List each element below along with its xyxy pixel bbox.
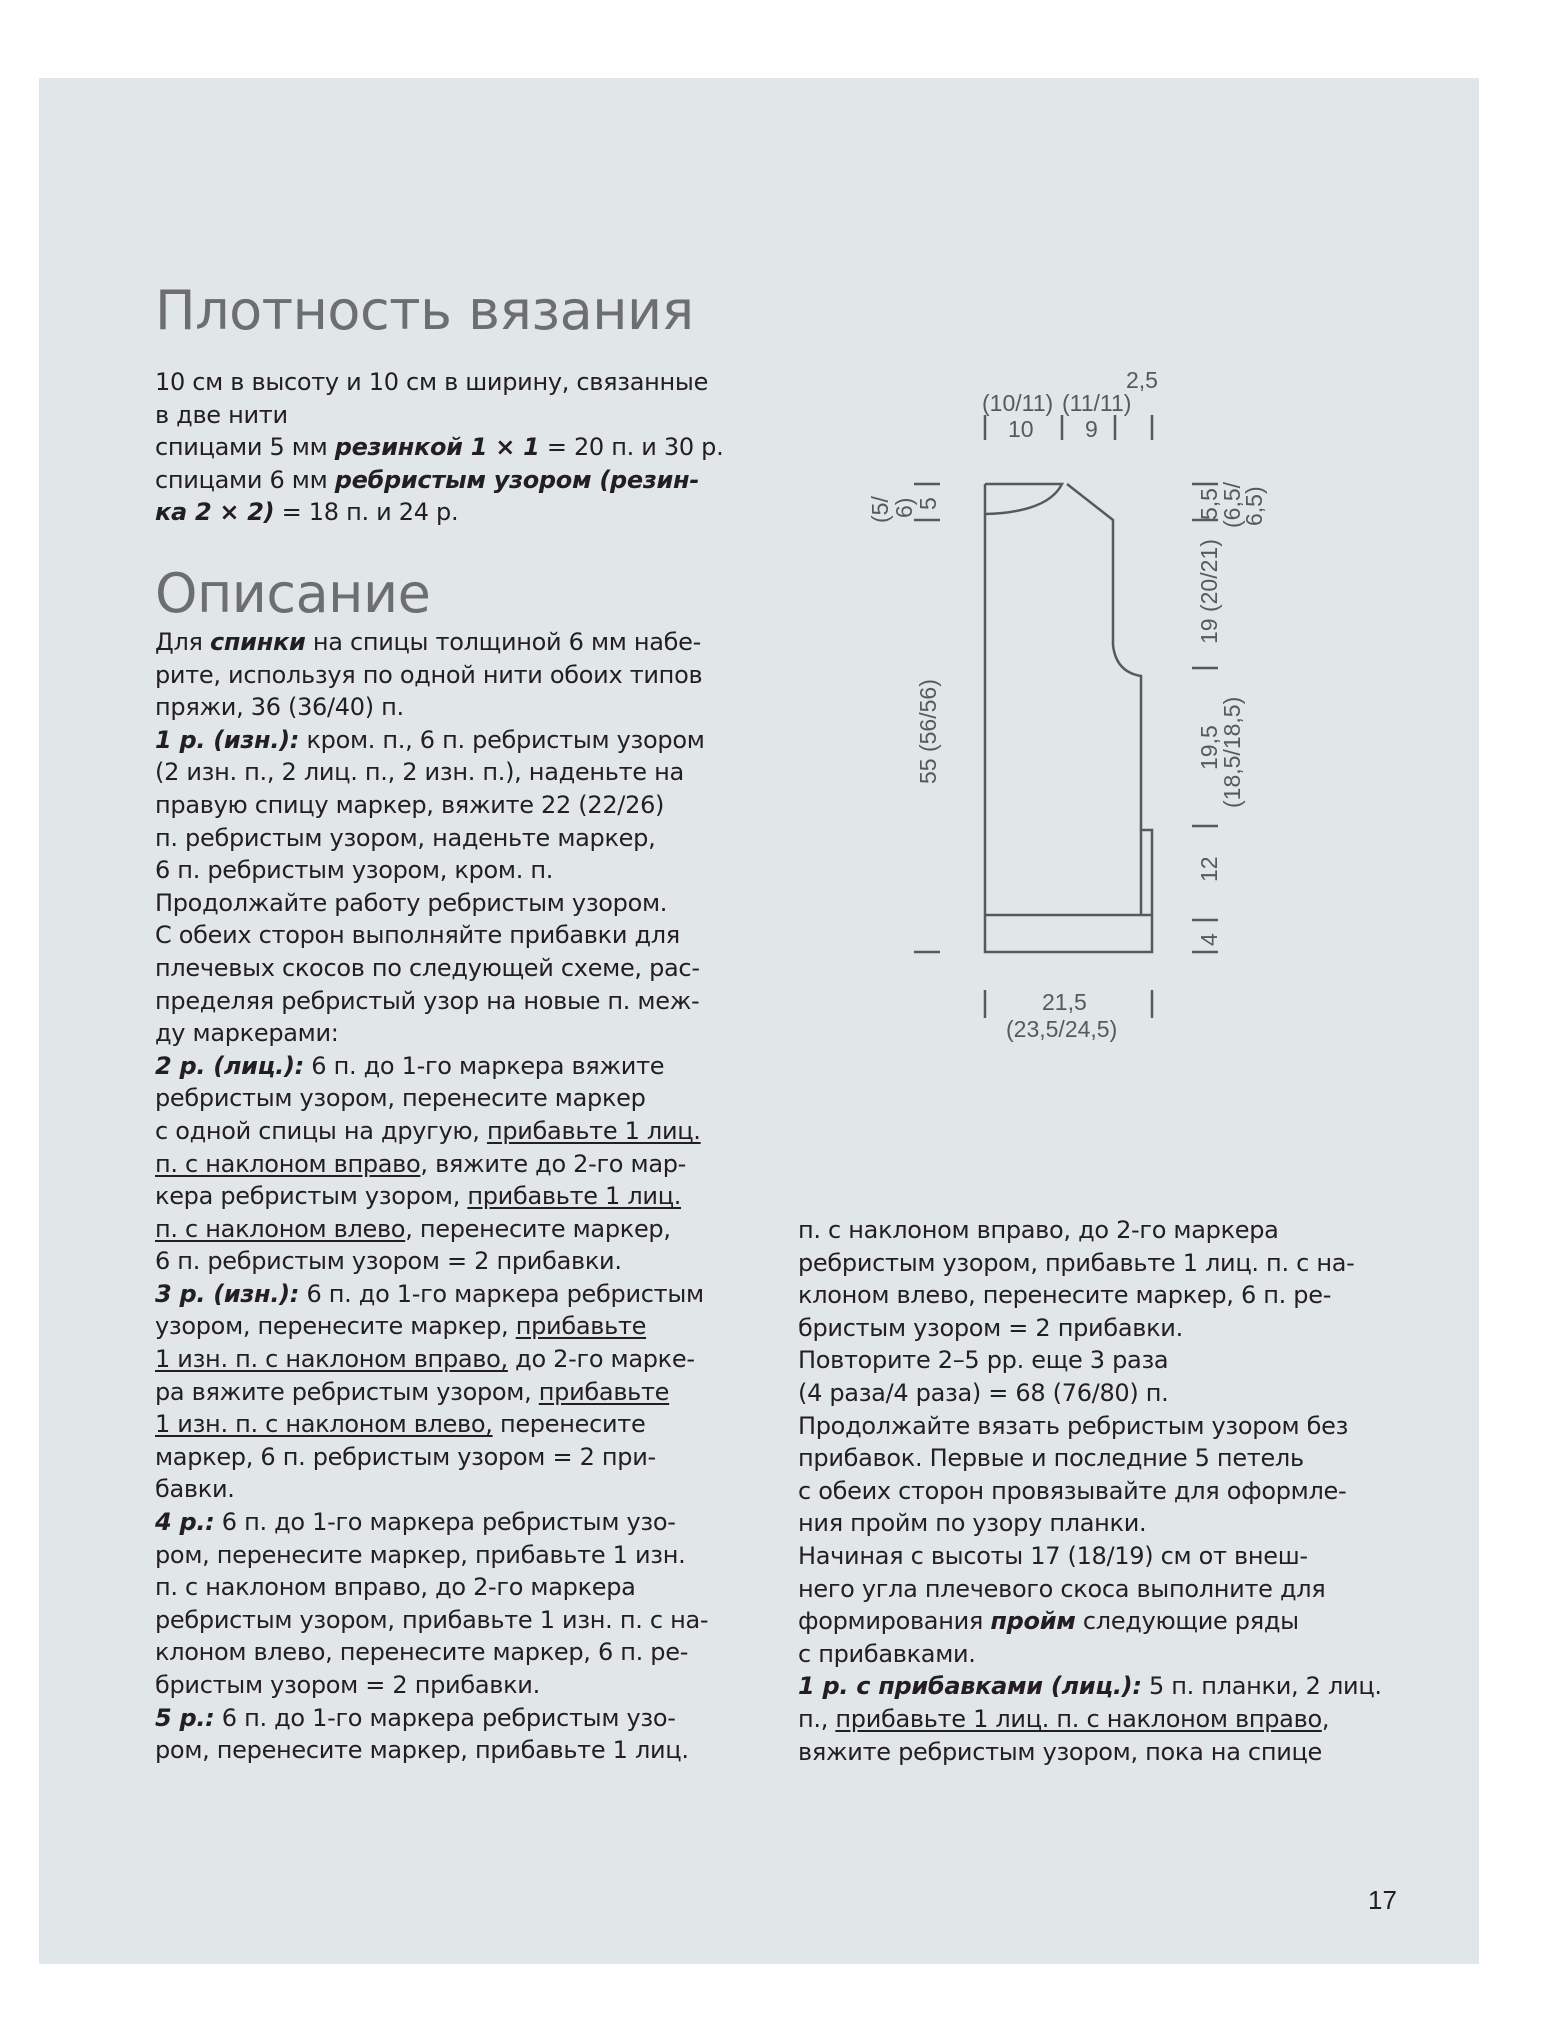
line-text: следующие ряды — [1075, 1607, 1299, 1636]
underlined-term: прибавьте 1 лиц. п. с наклоном вправо — [835, 1704, 1322, 1733]
line-text: на спицы толщиной 6 мм набе- — [305, 628, 702, 656]
line-text: = 18 п. и 24 р. — [274, 498, 459, 527]
line-text: клоном влево, перенесите маркер, 6 п. ре- — [798, 1281, 1332, 1310]
label-top-shoulder: 2,5 — [1126, 367, 1158, 393]
line-text: , перенесите маркер, — [405, 1214, 671, 1243]
line-text: с обеих сторон провязывайте для оформле- — [798, 1476, 1347, 1505]
line-text: 6 п. до 1-го маркера вяжите — [303, 1051, 665, 1080]
line-text: ду маркерами: — [155, 1019, 339, 1048]
line-text: формирования — [798, 1607, 991, 1636]
label-bottom-width-alt: (23,5/24,5) — [1006, 1016, 1118, 1042]
underlined-term: 1 изн. п. с наклоном влево, — [155, 1410, 493, 1439]
line-text: кера ребристым узором, — [155, 1182, 468, 1211]
underlined-term: прибавьте 1 лиц. — [467, 1182, 682, 1211]
line-text: Повторите 2–5 рр. еще 3 раза — [798, 1346, 1169, 1375]
line-text: п. с наклоном вправо, до 2-го маркера — [798, 1216, 1279, 1244]
line-text: 6 п. ребристым узором, кром. п. — [155, 856, 554, 885]
line-text: Продолжайте вязать ребристым узором без — [798, 1411, 1349, 1440]
line-text: ния пройм по узору планки. — [798, 1509, 1147, 1538]
line-text: 10 см в высоту и 10 см в ширину, связанные — [155, 368, 709, 396]
line-text: Продолжайте работу ребристым узором. — [155, 888, 668, 917]
line-text: правую спицу маркер, вяжите 22 (22/26) — [155, 790, 665, 819]
bold-term: спинки — [209, 628, 306, 656]
line-text: (2 изн. п., 2 лиц. п., 2 изн. п.), наденьте на — [155, 758, 684, 787]
garment-outline — [985, 484, 1152, 952]
bold-term: 1 р. с прибавками (лиц.): — [798, 1672, 1142, 1701]
page-number: 17 — [1368, 1885, 1397, 1915]
bold-term: ребристым узором (резин- — [334, 465, 699, 494]
line-text: с прибавками. — [798, 1639, 976, 1668]
underlined-term: п. с наклоном влево — [155, 1214, 406, 1243]
line-text: ребристым узором, прибавьте 1 изн. п. с на- — [155, 1605, 709, 1634]
underlined-term: прибавьте 1 лиц. — [486, 1116, 701, 1145]
line-text: перенесите — [492, 1410, 646, 1439]
line-text: , вяжите до 2-го мар- — [420, 1149, 687, 1178]
label-top-neck-alt: (10/11) — [982, 390, 1054, 416]
underlined-term: прибавьте — [515, 1312, 647, 1341]
line-text: ром, перенесите маркер, прибавьте 1 лиц. — [155, 1736, 689, 1765]
label-right-shoulder-alt: (6,5/ — [1219, 481, 1245, 528]
line-text: ром, перенесите маркер, прибавьте 1 изн. — [155, 1540, 686, 1569]
line-text: бристым узором = 2 прибавки. — [155, 1671, 540, 1699]
line-text: п. с наклоном вправо, до 2-го маркера — [155, 1573, 636, 1602]
label-right-shoulder-alt2: 6,5) — [1241, 486, 1267, 526]
label-left-neck-alt2: 6) — [891, 497, 917, 518]
label-right-side-main: 19,5 — [1196, 725, 1222, 770]
line-text: ра вяжите ребристым узором, — [155, 1377, 539, 1406]
underlined-term: прибавьте — [538, 1377, 670, 1406]
bold-term: 1 р. (изн.): — [155, 725, 300, 754]
line-text: С обеих сторон выполняйте прибавки для — [155, 921, 680, 950]
line-text: прибавок. Первые и последние 5 петель — [798, 1444, 1304, 1473]
line-text: спицами 6 мм — [155, 465, 335, 494]
line-text: п. ребристым узором, наденьте маркер, — [155, 823, 656, 852]
gauge-heading: Плотность вязания — [155, 279, 694, 342]
line-text: ребристым узором, прибавьте 1 лиц. п. с на- — [798, 1248, 1355, 1277]
line-text: 5 п. планки, 2 лиц. — [1141, 1672, 1382, 1701]
line-text: рите, используя по одной нити обоих типов — [155, 660, 703, 689]
bold-term: ка 2 × 2) — [155, 498, 275, 527]
line-text: кром. п., 6 п. ребристым узором — [299, 725, 705, 754]
line-text: бристым узором = 2 прибавки. — [798, 1313, 1183, 1342]
bold-term: 5 р.: — [155, 1703, 215, 1732]
line-text: бавки. — [155, 1475, 235, 1504]
underlined-term: п. с наклоном вправо — [155, 1149, 421, 1178]
bold-term: резинкой 1 × 1 — [334, 433, 540, 462]
label-bottom-width: 21,5 — [1042, 989, 1087, 1015]
line-text: ребристым узором, перенесите маркер — [155, 1084, 646, 1113]
label-right-side-alt: (18,5/18,5) — [1219, 696, 1245, 808]
line-text: = 20 п. и 30 р. — [539, 433, 724, 462]
label-top-shoulder-main: 9 — [1085, 416, 1098, 442]
line-text: до 2-го марке- — [507, 1345, 695, 1374]
description-heading: Описание — [155, 562, 431, 625]
line-text: маркер, 6 п. ребристым узором = 2 при- — [155, 1442, 656, 1471]
label-top-shoulder-alt: (11/11) — [1062, 390, 1132, 416]
line-text: пределяя ребристый узор на новые п. меж- — [155, 986, 700, 1015]
line-text: 6 п. до 1-го маркера ребристым — [299, 1279, 704, 1308]
underlined-term: 1 изн. п. с наклоном вправо, — [155, 1345, 508, 1374]
label-left-neck: 5 — [915, 497, 941, 510]
line-text: Начиная с высоты 17 (18/19) см от внеш- — [798, 1541, 1308, 1570]
line-text: 6 п. ребристым узором = 2 прибавки. — [155, 1247, 622, 1276]
line-text: п., — [798, 1704, 836, 1733]
line-text: спицами 5 мм — [155, 433, 335, 462]
line-text: вяжите ребристым узором, пока на спице — [798, 1737, 1323, 1766]
label-right-hem: 4 — [1196, 933, 1222, 946]
label-right-shoulder: 5,5 — [1196, 488, 1222, 520]
line-text: в две нити — [155, 400, 288, 429]
line-text: с одной спицы на другую, — [155, 1116, 487, 1145]
line-text: него угла плечевого скоса выполните для — [798, 1574, 1326, 1603]
label-right-band: 12 — [1196, 856, 1222, 882]
line-text: узором, перенесите маркер, — [155, 1312, 516, 1341]
line-text: клоном влево, перенесите маркер, 6 п. ре- — [155, 1638, 689, 1667]
label-top-neck: 10 — [1008, 416, 1034, 442]
line-text: 6 п. до 1-го маркера ребристым узо- — [214, 1508, 676, 1537]
label-right-armhole: 19 (20/21) — [1196, 539, 1222, 644]
bold-term: 2 р. (лиц.): — [155, 1051, 304, 1080]
line-text: 6 п. до 1-го маркера ребристым узо- — [214, 1703, 676, 1732]
line-text: пряжи, 36 (36/40) п. — [155, 693, 404, 722]
bold-term: пройм — [990, 1607, 1076, 1636]
line-text: плечевых скосов по следующей схеме, рас- — [155, 953, 700, 982]
bold-term: 3 р. (изн.): — [155, 1279, 300, 1308]
label-left-length: 55 (56/56) — [915, 679, 941, 784]
line-text: Для — [155, 628, 210, 656]
line-text: , — [1321, 1704, 1330, 1733]
line-text: (4 раза/4 раза) = 68 (76/80) п. — [798, 1378, 1169, 1407]
bold-term: 4 р.: — [155, 1508, 215, 1537]
label-left-neck-alt: (5/ — [867, 496, 893, 523]
